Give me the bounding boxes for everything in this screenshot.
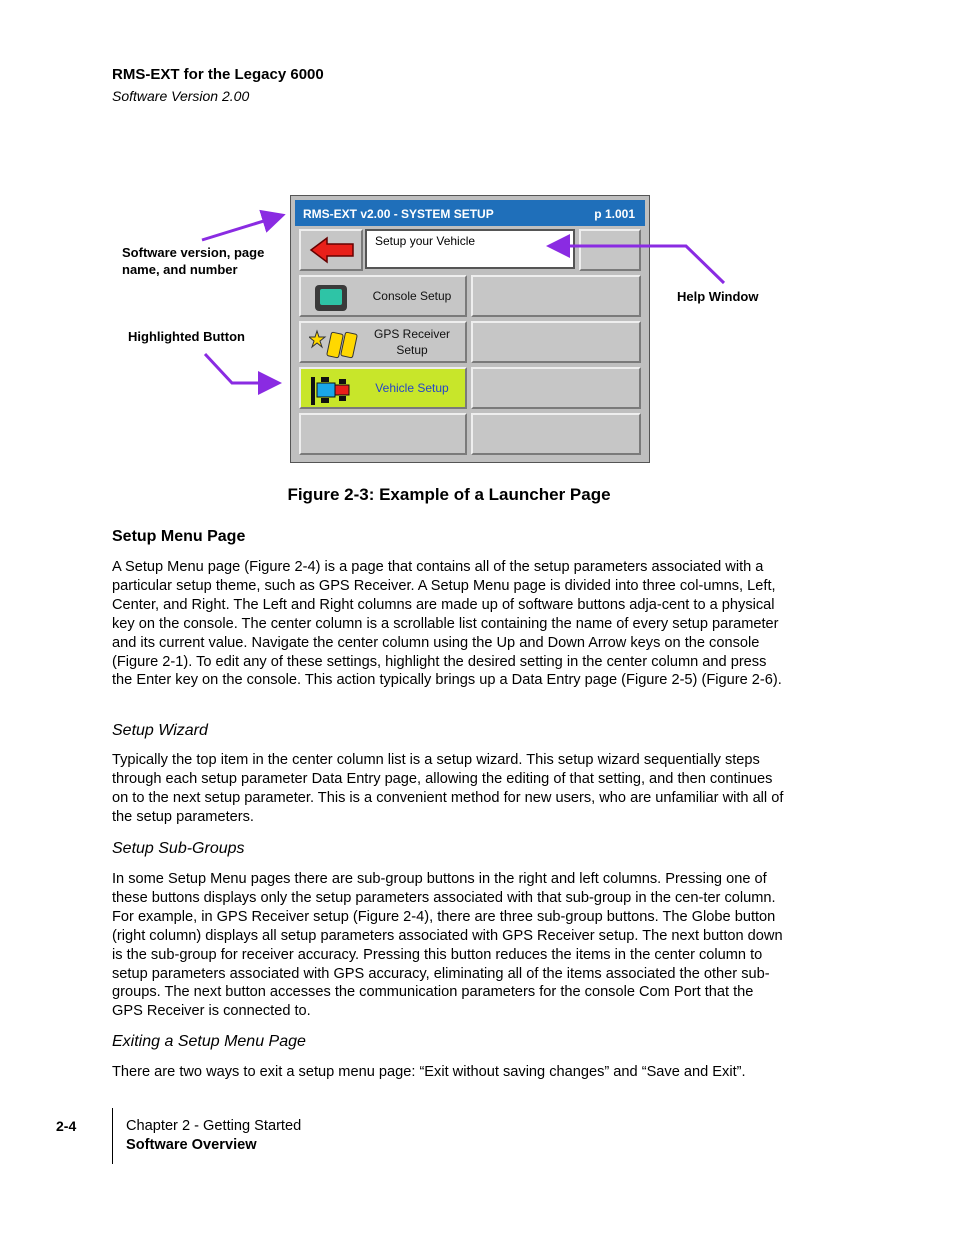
- vehicle-setup-label: Vehicle Setup: [375, 381, 449, 395]
- screen-title: RMS-EXT v2.00 - SYSTEM SETUP: [303, 207, 494, 221]
- para-setup-wizard: Typically the top item in the center column list is a setup wizard. This setup wizard sequentially steps through each setup parameter Data Entry page, allowing the editing of that setting, and then continues on to the next setup parameter. This is a convenient method for new users, who are unfamiliar with all of the setup parameters.: [112, 752, 784, 825]
- footer-divider: [112, 1108, 113, 1164]
- para-setup-menu-page: A Setup Menu page (Figure 2-4) is a page that contains all of the setup parameters associated with a particular setup theme, such as GPS Receiver. A Setup Menu page is divided into three col-umns, Left, Center, and Right. The Left and Right columns are made up of software buttons adja-cent to a physical key on the console. The center column is a scrollable list containing the name of every setup parameter and its current value. Navigate the center column using the Up and Down Arrow keys on the console (Figure 2-1). To edit any of these settings, highlight the desired setting in the center column and press the Enter key on the console. This action typically brings up a Data Entry page (Figure 2-5) (Figure 2-6).: [112, 559, 782, 689]
- highlight-callout-arrow: [205, 354, 276, 383]
- version-callout-arrow: [202, 216, 280, 240]
- para-setup-subgroups: In some Setup Menu pages there are sub-group buttons in the right and left columns. Pressing one of these buttons displays only the setup parameters associated with that sub-group in the cen-ter column. For example, in GPS Receiver setup (Figure 2-4), there are three sub-group buttons. The Globe button (right column) displays all setup parameters associated with GPS Receiver setup. The next button down is the sub-group for receiver accuracy. Pressing this button reduces the items in the center column to setup parameters associated with GPS accuracy, eliminating all of the items associated the other sub-groups. The next button accesses the communication parameters for the console Com Port that the GPS Receiver is connected to.: [112, 871, 783, 1020]
- callout-highlighted-button: Highlighted Button: [128, 329, 245, 344]
- footer-chapter: Chapter 2 - Getting Started: [126, 1118, 302, 1134]
- document-title: RMS-EXT for the Legacy 6000: [112, 66, 324, 83]
- figure-caption: Figure 2-3: Example of a Launcher Page: [287, 485, 611, 504]
- heading-setup-wizard: Setup Wizard: [112, 722, 208, 739]
- screen-page-number: p 1.001: [594, 207, 635, 221]
- callout-help-window: Help Window: [677, 289, 759, 304]
- heading-setup-subgroups: Setup Sub-Groups: [112, 840, 245, 857]
- help-window: Setup your Vehicle: [365, 229, 575, 269]
- software-version: Software Version 2.00: [112, 88, 250, 104]
- heading-exiting: Exiting a Setup Menu Page: [112, 1033, 306, 1050]
- help-window-callout-arrow: [552, 246, 724, 283]
- page-number: 2-4: [56, 1118, 77, 1134]
- para-exiting: There are two ways to exit a setup menu page: “Exit without saving changes” and “Save and Exit”.: [112, 1064, 746, 1080]
- console-setup-label: Console Setup: [372, 289, 452, 303]
- heading-setup-menu-page: Setup Menu Page: [112, 528, 246, 545]
- footer-section: Software Overview: [126, 1137, 257, 1153]
- gps-receiver-setup-label: GPS Receiver Setup: [373, 327, 451, 357]
- callout-software-version: Software version, page name, and number: [122, 245, 265, 277]
